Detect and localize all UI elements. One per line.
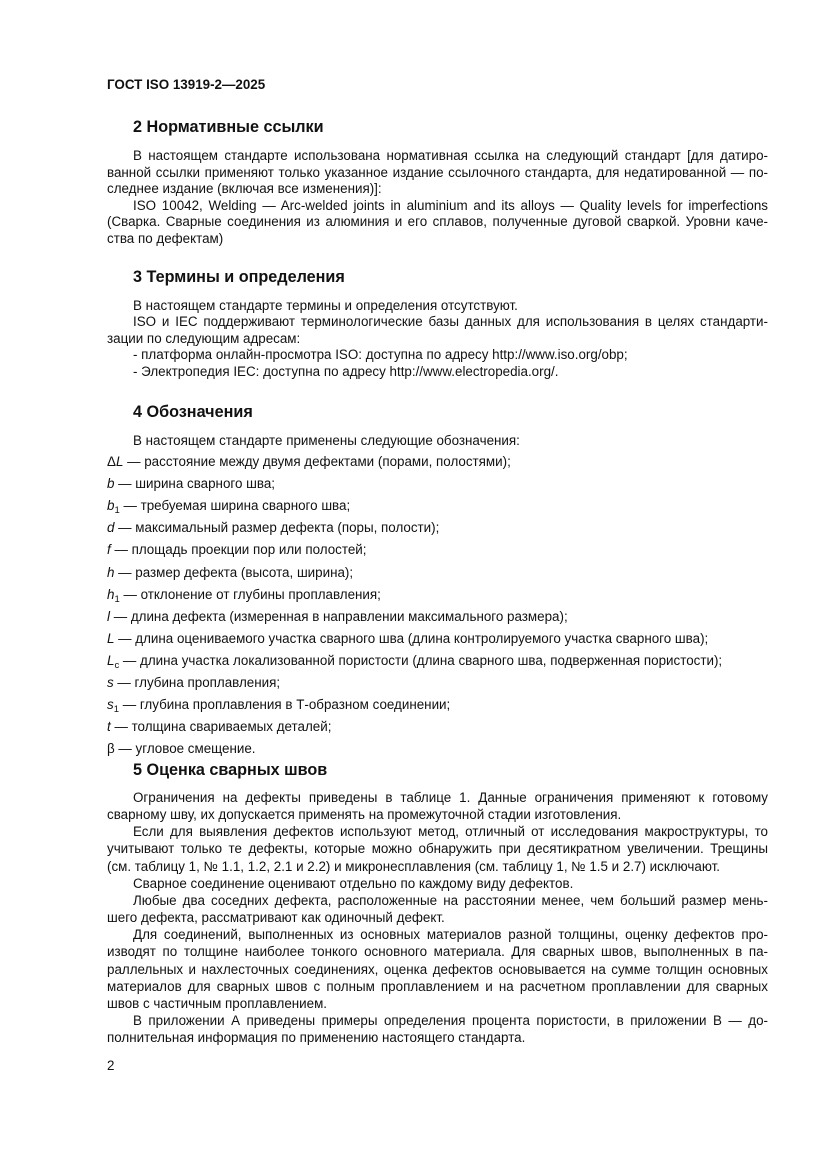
definition-item bbox=[107, 652, 768, 670]
definition-subscript: 1 bbox=[114, 505, 120, 517]
paragraph-line: В настоящем стандарте использована нормативная ссылка на следующий стандарт [для датиро- bbox=[133, 148, 768, 163]
definition-item bbox=[107, 630, 768, 648]
page-number: 2 bbox=[107, 1058, 115, 1073]
section-heading: 4 Обозначения bbox=[133, 403, 253, 421]
section-heading: 2 Нормативные ссылки bbox=[133, 118, 324, 136]
definition-text: — длина оцениваемого участка сварного шва (длина контролируемого участка сварного шва); bbox=[114, 630, 709, 646]
definition-item bbox=[107, 608, 768, 626]
definition-item bbox=[107, 519, 768, 537]
definition-item bbox=[107, 674, 768, 692]
definition-symbol: s bbox=[107, 675, 114, 690]
definition-subscript: 1 bbox=[113, 704, 119, 716]
paragraph-line: учитывают только те дефекты, которые можно обнаружить при десятикратном увеличении. Трещины bbox=[107, 841, 768, 857]
definitions-intro: В настоящем стандарте применены следующие обозначения: bbox=[133, 433, 520, 448]
definition-symbol: L bbox=[107, 630, 115, 646]
bullet-line: - Электропедия IEC: доступна по адресу http://www.electropedia.org/. bbox=[133, 364, 559, 379]
definition-text: — максимальный размер дефекта (поры, полости); bbox=[114, 520, 440, 536]
document-header: ГОСТ ISO 13919-2—2025 bbox=[107, 77, 266, 92]
definition-symbol: β bbox=[107, 741, 115, 757]
definition-symbol: t bbox=[107, 719, 111, 735]
paragraph-line: (Сварка. Сварные соединения из алюминия и его сплавов, полученные дуговой сваркой. Уровни каче- bbox=[107, 214, 768, 229]
paragraph-line: следнее издание (включая все изменения)]: bbox=[107, 181, 382, 196]
definition-symbol: l bbox=[107, 608, 110, 624]
definition-item bbox=[107, 696, 768, 714]
paragraph-line: ISO и IEC поддерживают терминологические базы данных для использования в целях стандарти- bbox=[133, 314, 768, 329]
definition-item bbox=[107, 740, 768, 758]
definition-text: — глубина проплавления; bbox=[113, 675, 281, 690]
paragraph-line: Любые два соседних дефекта, расположенные на расстоянии менее, чем больший размер мень- bbox=[133, 892, 768, 908]
definition-item bbox=[107, 718, 768, 736]
paragraph-line: ванной ссылки применяют только указанное издание ссылочного стандарта, для недатированной — по- bbox=[107, 165, 768, 180]
paragraph-line: ISO 10042, Welding — Arc-welded joints in aluminium and its alloys — Quality levels for imperfections bbox=[133, 198, 768, 213]
paragraph-line: Для соединений, выполненных из основных материалов разной толщины, оценку дефектов про- bbox=[133, 927, 768, 943]
definition-symbol: b bbox=[107, 476, 115, 492]
paragraph-line: ства по дефектам) bbox=[107, 231, 224, 246]
definition-item bbox=[107, 586, 768, 604]
definition-symbol: s bbox=[107, 697, 114, 713]
definition-symbol: d bbox=[107, 520, 115, 536]
paragraph-line: зации по следующим адресам: bbox=[107, 331, 301, 346]
definition-text: — площадь проекции пор или полостей; bbox=[110, 542, 367, 558]
paragraph-line: сварному шву, их допускается применять на промежуточной стадии изготовления. bbox=[107, 807, 622, 823]
definition-symbol: h bbox=[107, 564, 115, 580]
definition-item bbox=[107, 475, 768, 493]
paragraph-line: Если для выявления дефектов используют метод, отличный от исследования макроструктуры, то bbox=[133, 824, 768, 840]
definition-subscript: c bbox=[114, 659, 120, 671]
definition-subscript: 1 bbox=[114, 593, 120, 605]
section-heading: 3 Термины и определения bbox=[133, 268, 345, 286]
section-heading: 5 Оценка сварных швов bbox=[133, 761, 328, 779]
definition-item bbox=[107, 564, 768, 582]
definition-text: — отклонение от глубины проплавления; bbox=[119, 586, 381, 602]
definition-text: — толщина свариваемых деталей; bbox=[110, 719, 332, 735]
definition-item bbox=[107, 453, 768, 471]
definition-text: — требуемая ширина сварного шва; bbox=[119, 498, 351, 514]
paragraph-line: материалов для сварных швов с полным проплавлением и на расчетном проплавлении для сварных bbox=[107, 978, 768, 994]
definition-text: — размер дефекта (высота, ширина); bbox=[114, 564, 354, 580]
definition-symbol: L bbox=[107, 652, 115, 668]
definition-text: — глубина проплавления в Т-образном соединении; bbox=[119, 697, 451, 713]
paragraph-line: раллельных и нахлесточных соединениях, оценка дефектов основывается на сумме толщин основных bbox=[107, 961, 768, 977]
definition-text: — ширина сварного шва; bbox=[114, 476, 276, 492]
paragraph-line: (см. таблицу 1, № 1.1, 1.2, 2.1 и 2.2) и микронесплавления (см. таблицу 1, № 1.5 и 2.7) исключают. bbox=[107, 858, 720, 874]
bullet-line: - платформа онлайн-просмотра ISO: доступна по адресу http://www.iso.org/obp; bbox=[133, 347, 628, 362]
paragraph-line: полнительная информация по применению настоящего стандарта. bbox=[107, 1030, 526, 1046]
definition-symbol: b bbox=[107, 498, 115, 514]
definition-text: — длина участка локализованной пористости (длина сварного шва, подверженная пористости); bbox=[119, 652, 723, 668]
definition-symbol: f bbox=[107, 542, 111, 558]
paragraph-line: В настоящем стандарте термины и определения отсутствуют. bbox=[133, 298, 518, 313]
paragraph-line: Ограничения на дефекты приведены в таблице 1. Данные ограничения применяют к готовому bbox=[133, 790, 768, 805]
paragraph-line: В приложении А приведены примеры определения процента пористости, в приложении В — до- bbox=[133, 1012, 768, 1028]
definition-item bbox=[107, 541, 768, 559]
definition-text: — длина дефекта (измеренная в направлении максимального размера); bbox=[109, 608, 568, 624]
paragraph-line: швов с частичным проплавлением. bbox=[107, 995, 328, 1011]
definition-text: — расстояние между двумя дефектами (порами, полостями); bbox=[123, 454, 511, 469]
paragraph-line: изводят по толщине наиболее тонкого основного материала. Для сварных швов, выполненных в па- bbox=[107, 944, 768, 960]
definition-symbol: h bbox=[107, 586, 115, 602]
paragraph-line: шего дефекта, рассматривают как одиночный дефект. bbox=[107, 910, 445, 926]
definition-text: — угловое смещение. bbox=[114, 741, 256, 757]
definition-symbol: ΔL bbox=[107, 454, 124, 469]
definition-item bbox=[107, 497, 768, 515]
paragraph-line: Сварное соединение оценивают отдельно по каждому виду дефектов. bbox=[133, 875, 574, 891]
